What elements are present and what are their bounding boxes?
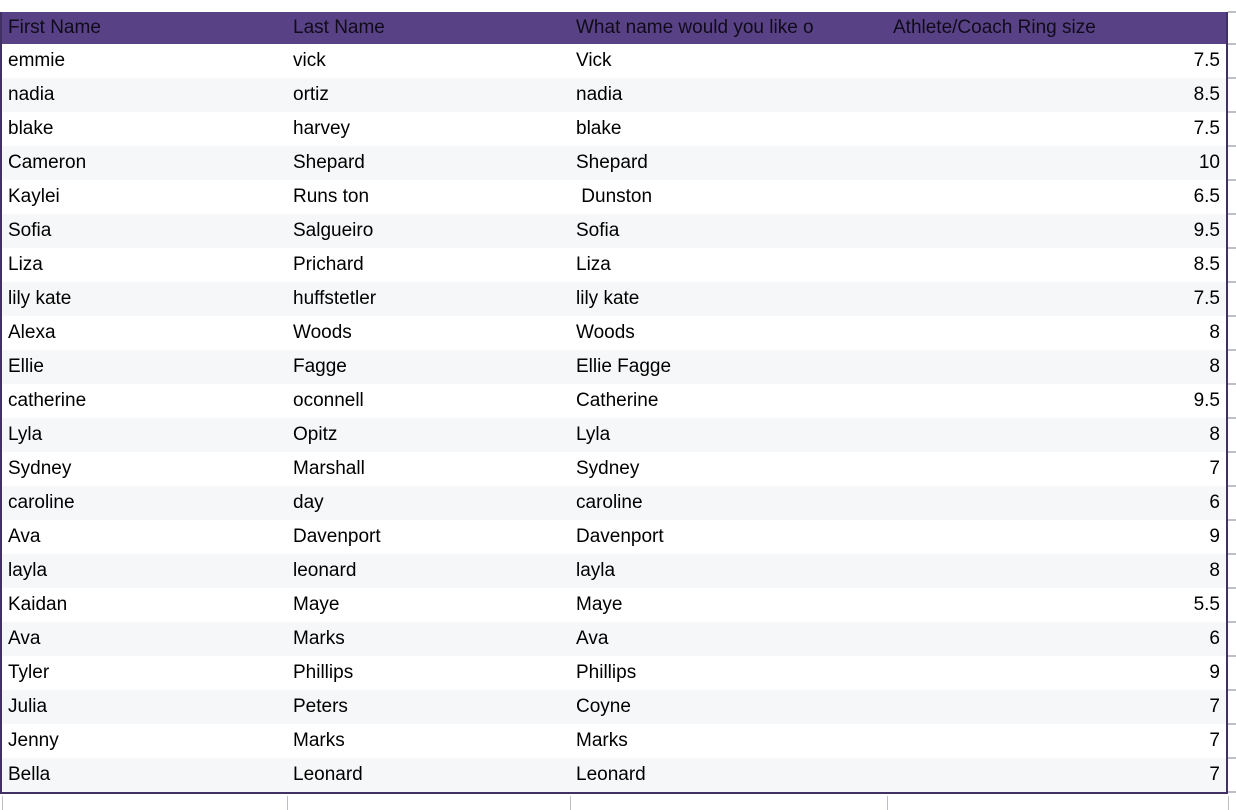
gridline-stub <box>2 796 3 810</box>
cell-ring-name[interactable]: caroline <box>576 492 643 513</box>
data-table <box>0 12 1228 794</box>
cell-ring-name[interactable]: Shepard <box>576 152 648 173</box>
gridline-stub <box>1228 553 1236 555</box>
cell-first-name[interactable]: Alexa <box>8 322 56 343</box>
table-row <box>2 452 1226 486</box>
cell-ring-size[interactable]: 8 <box>1209 322 1220 343</box>
cell-ring-name[interactable]: Leonard <box>576 764 646 785</box>
cell-first-name[interactable]: Bella <box>8 764 51 785</box>
gridline-stub <box>1228 757 1236 759</box>
cell-last-name[interactable]: Maye <box>293 594 340 615</box>
cell-last-name[interactable]: Prichard <box>293 254 364 275</box>
cell-ring-name[interactable]: Ava <box>576 628 609 649</box>
cell-first-name[interactable]: emmie <box>8 50 66 71</box>
header-cell-ring-size[interactable]: Athlete/Coach Ring size <box>893 17 1096 38</box>
table-row <box>2 690 1226 724</box>
cell-last-name[interactable]: oconnell <box>293 390 364 411</box>
cell-first-name[interactable]: Julia <box>8 696 48 717</box>
cell-ring-name[interactable]: Coyne <box>576 696 631 717</box>
gridline-stub <box>1228 247 1236 249</box>
cell-ring-size[interactable]: 7 <box>1209 458 1220 479</box>
gridline-stub <box>1228 145 1236 147</box>
header-cell-last-name[interactable]: Last Name <box>293 17 385 38</box>
cell-last-name[interactable]: Shepard <box>293 152 365 173</box>
table-row <box>2 418 1226 452</box>
cell-ring-size[interactable]: 6 <box>1209 628 1220 649</box>
header-row <box>2 12 1226 44</box>
cell-ring-size[interactable]: 6 <box>1209 492 1220 513</box>
cell-ring-size[interactable]: 10 <box>1198 152 1220 173</box>
gridline-stub <box>1228 519 1236 521</box>
table-row <box>2 180 1226 214</box>
table-row <box>2 486 1226 520</box>
cell-first-name[interactable]: Kaidan <box>8 594 68 615</box>
table-row <box>2 44 1226 78</box>
gridline-stub <box>1228 11 1236 13</box>
table-row <box>2 724 1226 758</box>
header-cell-first-name[interactable]: First Name <box>8 17 101 38</box>
cell-ring-name[interactable]: Davenport <box>576 526 664 547</box>
cell-ring-name[interactable]: Ellie Fagge <box>576 356 672 377</box>
cell-first-name[interactable]: catherine <box>8 390 87 411</box>
cell-ring-name[interactable]: lily kate <box>576 288 640 309</box>
cell-ring-size[interactable]: 8 <box>1209 356 1220 377</box>
gridline-stub <box>1228 621 1236 623</box>
gridline-stub <box>1228 689 1236 691</box>
cell-ring-name[interactable]: Dunston <box>576 186 653 207</box>
adjacent-column-sliver <box>1228 0 1236 810</box>
gridline-stub <box>1228 281 1236 283</box>
cell-ring-size[interactable]: 6.5 <box>1193 186 1220 207</box>
cell-ring-name[interactable]: layla <box>576 560 616 581</box>
cell-ring-size[interactable]: 7 <box>1209 764 1220 785</box>
cell-last-name[interactable]: Opitz <box>293 424 338 445</box>
cell-first-name[interactable]: Lyla <box>8 424 43 445</box>
cell-last-name[interactable]: Salgueiro <box>293 220 374 241</box>
cell-ring-size[interactable]: 9 <box>1209 662 1220 683</box>
rows-container <box>2 44 1226 792</box>
table-row <box>2 384 1226 418</box>
gridline-stub <box>1228 111 1236 113</box>
cell-ring-size[interactable]: 8 <box>1209 560 1220 581</box>
cell-first-name[interactable]: Ava <box>8 628 41 649</box>
cell-ring-name[interactable]: Maye <box>576 594 623 615</box>
cell-ring-name[interactable]: Catherine <box>576 390 659 411</box>
cell-ring-size[interactable]: 7.5 <box>1193 288 1220 309</box>
table-row <box>2 316 1226 350</box>
table-row <box>2 214 1226 248</box>
cell-ring-size[interactable]: 7 <box>1209 730 1220 751</box>
cell-ring-name[interactable]: Phillips <box>576 662 637 683</box>
next-row-strip <box>0 796 1236 810</box>
cell-last-name[interactable]: Fagge <box>293 356 347 377</box>
gridline-stub <box>1228 383 1236 385</box>
gridline-stub <box>1228 349 1236 351</box>
cell-last-name[interactable]: Marks <box>293 628 345 649</box>
table-row <box>2 554 1226 588</box>
cell-last-name[interactable]: leonard <box>293 560 357 581</box>
cell-first-name[interactable]: Tyler <box>8 662 50 683</box>
cell-last-name[interactable]: Peters <box>293 696 348 717</box>
cell-last-name[interactable]: vick <box>293 50 326 71</box>
cell-last-name[interactable]: Marks <box>293 730 345 751</box>
top-margin-strip <box>0 0 1236 12</box>
table-row <box>2 146 1226 180</box>
cell-ring-name[interactable]: Marks <box>576 730 628 751</box>
cell-first-name[interactable]: Liza <box>8 254 43 275</box>
cell-ring-size[interactable]: 9 <box>1209 526 1220 547</box>
gridline-stub <box>1228 43 1236 45</box>
table-row <box>2 350 1226 384</box>
gridline-stub <box>1228 315 1236 317</box>
table-row <box>2 112 1226 146</box>
cell-ring-size[interactable]: 8.5 <box>1193 254 1220 275</box>
cell-first-name[interactable]: Sydney <box>8 458 72 479</box>
gridline-stub <box>287 796 288 810</box>
cell-first-name[interactable]: Ava <box>8 526 41 547</box>
cell-ring-name[interactable]: Woods <box>576 322 635 343</box>
cell-ring-size[interactable]: 7 <box>1209 696 1220 717</box>
table-row <box>2 520 1226 554</box>
cell-ring-size[interactable]: 7.5 <box>1193 118 1220 139</box>
cell-first-name[interactable]: blake <box>8 118 54 139</box>
gridline-stub <box>1228 723 1236 725</box>
cell-last-name[interactable]: day <box>293 492 324 513</box>
cell-last-name[interactable]: Marshall <box>293 458 365 479</box>
cell-first-name[interactable]: layla <box>8 560 48 581</box>
cell-last-name[interactable]: Leonard <box>293 764 363 785</box>
gridline-stub <box>1228 213 1236 215</box>
cell-ring-name[interactable]: Sofia <box>576 220 620 241</box>
cell-first-name[interactable]: Cameron <box>8 152 87 173</box>
cell-last-name[interactable]: harvey <box>293 118 351 139</box>
cell-first-name[interactable]: Sofia <box>8 220 52 241</box>
cell-last-name[interactable]: Runs ton <box>293 186 370 207</box>
table-row <box>2 248 1226 282</box>
cell-ring-name[interactable]: Liza <box>576 254 611 275</box>
cell-ring-size[interactable]: 7.5 <box>1193 50 1220 71</box>
gridline-stub <box>887 796 888 810</box>
cell-last-name[interactable]: Davenport <box>293 526 381 547</box>
gridline-stub <box>1228 179 1236 181</box>
cell-first-name[interactable]: caroline <box>8 492 75 513</box>
cell-first-name[interactable]: nadia <box>8 84 55 105</box>
table-row <box>2 282 1226 316</box>
gridline-stub <box>1228 77 1236 79</box>
cell-ring-name[interactable]: blake <box>576 118 622 139</box>
cell-last-name[interactable]: huffstetler <box>293 288 377 309</box>
gridline-stub <box>1228 485 1236 487</box>
cell-ring-name[interactable]: Lyla <box>576 424 611 445</box>
cell-last-name[interactable]: ortiz <box>293 84 329 105</box>
cell-last-name[interactable]: Phillips <box>293 662 354 683</box>
table-row <box>2 78 1226 112</box>
cell-ring-size[interactable]: 9.5 <box>1193 390 1220 411</box>
cell-ring-size[interactable]: 8 <box>1209 424 1220 445</box>
gridline-stub <box>1228 791 1236 793</box>
cell-last-name[interactable]: Woods <box>293 322 352 343</box>
gridline-stub <box>1228 655 1236 657</box>
gridline-stub <box>1228 587 1236 589</box>
gridline-stub <box>1228 451 1236 453</box>
table-row <box>2 588 1226 622</box>
gridline-stub <box>1228 796 1229 810</box>
cell-ring-size[interactable]: 8.5 <box>1193 84 1220 105</box>
table-row <box>2 622 1226 656</box>
gridline-stub <box>1228 417 1236 419</box>
cell-first-name[interactable]: Jenny <box>8 730 59 751</box>
cell-ring-name[interactable]: Vick <box>576 50 612 71</box>
cell-first-name[interactable]: Ellie <box>8 356 44 377</box>
table-row <box>2 656 1226 690</box>
cell-ring-size[interactable]: 5.5 <box>1193 594 1220 615</box>
table-row <box>2 758 1226 792</box>
cell-ring-size[interactable]: 9.5 <box>1193 220 1220 241</box>
header-cell-ring-name[interactable]: What name would you like o <box>576 17 814 38</box>
cell-ring-name[interactable]: Sydney <box>576 458 640 479</box>
gridline-stub <box>570 796 571 810</box>
cell-first-name[interactable]: Kaylei <box>8 186 60 207</box>
cell-ring-name[interactable]: nadia <box>576 84 623 105</box>
cell-first-name[interactable]: lily kate <box>8 288 72 309</box>
